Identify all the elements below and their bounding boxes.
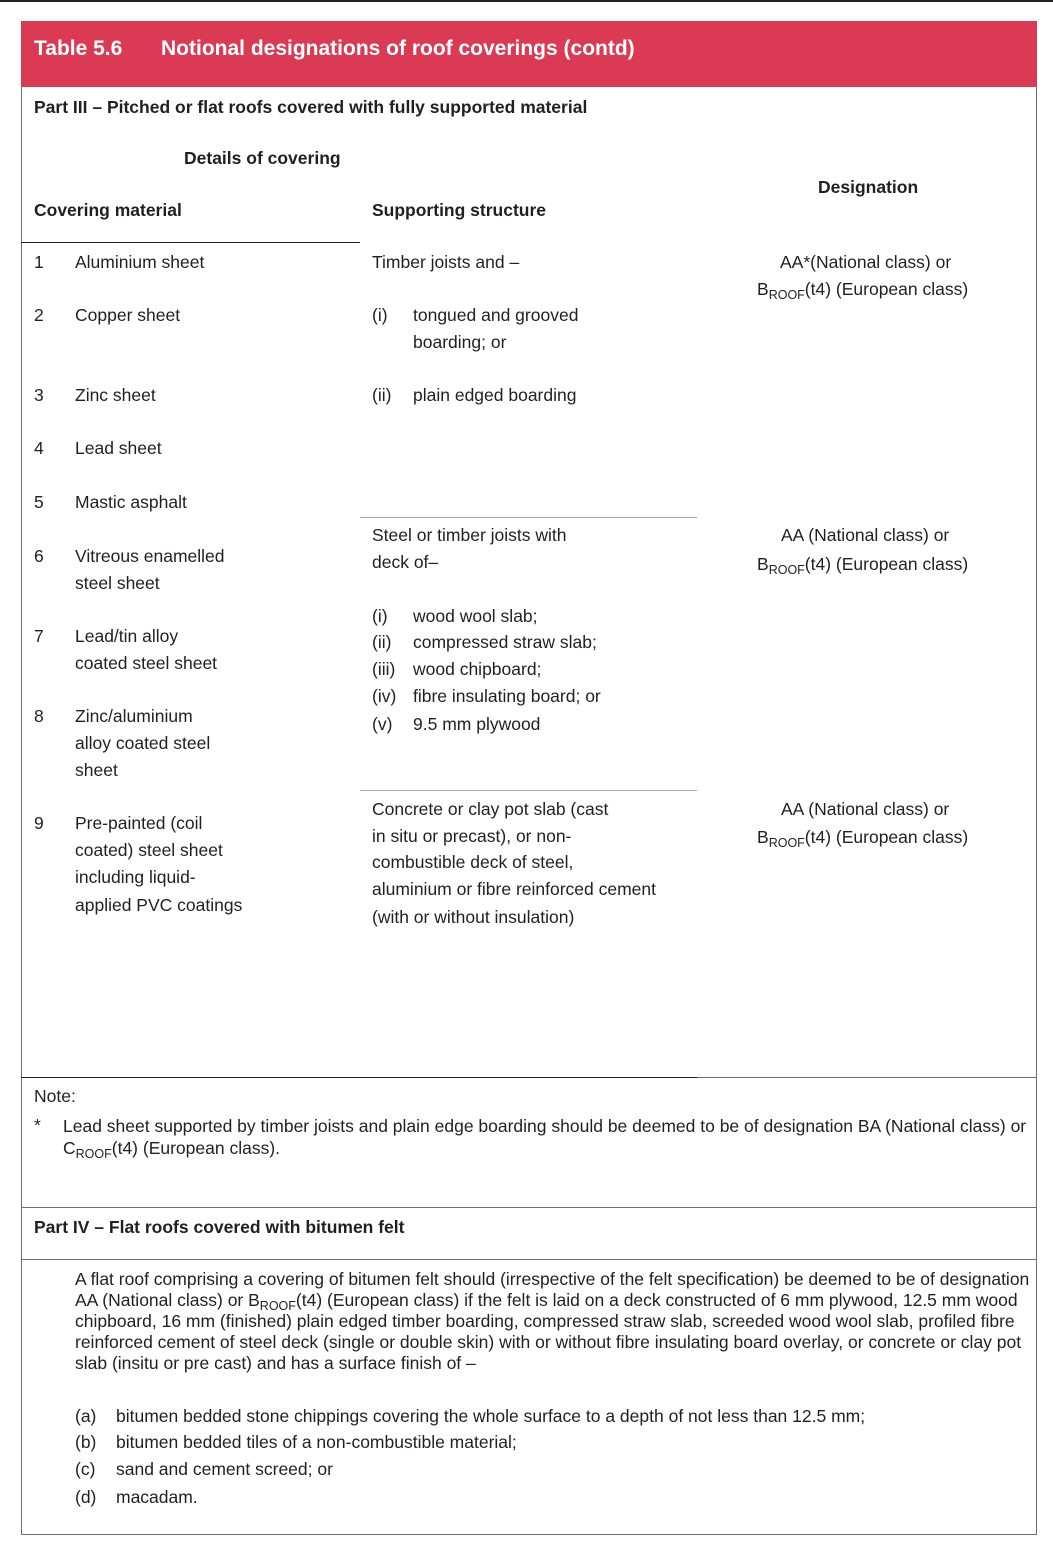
table-body-rule (697, 1077, 1037, 1078)
finish-text: macadam. (116, 1487, 198, 1507)
material-name: including liquid- (75, 867, 196, 887)
structure-option-label: (ii) (372, 385, 392, 405)
finish-text: bitumen bedded stone chippings covering the whole surface to a depth of not less than 12.5 mm; (116, 1406, 866, 1426)
structure-option-label: (iv) (372, 686, 397, 706)
structure-option-label: (ii) (372, 632, 392, 652)
material-name: coated steel sheet (75, 653, 218, 673)
material-name: coated) steel sheet (75, 840, 223, 860)
finish-label: (a) (75, 1406, 97, 1426)
structure-intro: aluminium or fibre reinforced cement (372, 879, 657, 899)
note-text: Lead sheet supported by timber joists and plain edge boarding should be deemed to be of designation BA (National class) or $C_{ROOF}(t4)$ (European class). (63, 1116, 1027, 1161)
table-number: Table 5.6 (34, 37, 123, 60)
part3-heading: Part III – Pitched or flat roofs covered with fully supported material (34, 97, 588, 117)
material-name: Vitreous enamelled (75, 546, 225, 566)
col-header-structure: Supporting structure (372, 200, 547, 220)
section-divider (21, 1207, 1037, 1208)
structure-option-label: (iii) (372, 659, 396, 679)
material-name: sheet (75, 760, 118, 780)
structure-intro: (with or without insulation) (372, 907, 575, 927)
finish-text: bitumen bedded tiles of a non-combustible material; (116, 1432, 517, 1452)
table-title: Notional designations of roof coverings (contd) (161, 37, 635, 60)
structure-intro: Steel or timber joists with (372, 525, 567, 545)
designation-national: AA (National class) or (781, 799, 950, 819)
part4-heading: Part IV – Flat roofs covered with bitumen felt (34, 1217, 405, 1237)
table-title-bar (21, 21, 1037, 87)
table-body-rule (21, 1077, 697, 1078)
structure-intro: Concrete or clay pot slab (cast (372, 799, 609, 819)
col-header-designation: Designation (818, 177, 919, 197)
note-label: Note: (34, 1086, 76, 1106)
structure-option-text: boarding; or (413, 332, 507, 352)
material-number: 3 (34, 385, 44, 405)
structure-option-label: (v) (372, 714, 393, 734)
material-name: Zinc/aluminium (75, 706, 193, 726)
material-name: Copper sheet (75, 305, 181, 325)
structure-option-text: wood chipboard; (413, 659, 542, 679)
structure-option-label: (i) (372, 305, 388, 325)
structure-option-text: fibre insulating board; or (413, 686, 601, 706)
col-header-material: Covering material (34, 200, 182, 220)
material-name: Aluminium sheet (75, 252, 205, 272)
structure-intro: combustible deck of steel, (372, 852, 574, 872)
structure-divider (360, 517, 697, 518)
designation-national: AA*(National class) or (780, 252, 952, 272)
structure-option-text: tongued and grooved (413, 305, 579, 325)
structure-option-text: compressed straw slab; (413, 632, 597, 652)
structure-intro: deck of– (372, 552, 439, 572)
structure-option-label: (i) (372, 606, 388, 626)
material-name: Lead/tin alloy (75, 626, 179, 646)
designation-european: $B_{ROOF}(t4)$ (European class) (757, 279, 969, 302)
structure-divider (360, 790, 697, 791)
top-rule (0, 0, 1053, 2)
material-name: applied PVC coatings (75, 895, 243, 915)
designation-european: $B_{ROOF}(t4)$ (European class) (757, 554, 969, 577)
material-name: steel sheet (75, 573, 160, 593)
material-name: alloy coated steel (75, 733, 211, 753)
material-name: Zinc sheet (75, 385, 156, 405)
finish-label: (d) (75, 1487, 97, 1507)
material-name: Mastic asphalt (75, 492, 187, 512)
structure-option-text: 9.5 mm plywood (413, 714, 541, 734)
finish-label: (c) (75, 1459, 96, 1479)
finish-text: sand and cement screed; or (116, 1459, 333, 1479)
material-number: 2 (34, 305, 44, 325)
material-name: Lead sheet (75, 438, 162, 458)
material-number: 1 (34, 252, 44, 272)
section-divider (21, 1259, 1037, 1260)
structure-option-text: wood wool slab; (413, 606, 538, 626)
header-rule (21, 242, 360, 243)
part4-paragraph: A flat roof comprising a covering of bitumen felt should (irrespective of the felt specification) be deemed to be of designation AA (National class) or $B_{ROOF}(t4)$ (European class) if the felt is laid on a deck constructed of 6 mm plywood, 12.5 mm wood chipboard, 16 mm (finished) plain edged timber boarding, compressed straw slab, screeded wood wool slab, profiled fibre reinforced cement of steel deck (single or double skin) with or without fibre insulating board overlay, or concrete or clay pot slab (insitu or pre cast) and has a surface finish of – (75, 1269, 1030, 1373)
details-heading: Details of covering (184, 148, 341, 168)
designation-european: $B_{ROOF}(t4)$ (European class) (757, 827, 969, 850)
material-number: 9 (34, 813, 44, 833)
material-number: 8 (34, 706, 44, 726)
material-number: 5 (34, 492, 44, 512)
material-name: Pre-painted (coil (75, 813, 203, 833)
designation-national: AA (National class) or (781, 525, 950, 545)
structure-intro: in situ or precast), or non- (372, 826, 572, 846)
structure-option-text: plain edged boarding (413, 385, 577, 405)
finish-label: (b) (75, 1432, 97, 1452)
material-number: 6 (34, 546, 44, 566)
structure-intro: Timber joists and – (372, 252, 520, 272)
material-number: 7 (34, 626, 44, 646)
note-star: * (34, 1115, 41, 1135)
material-number: 4 (34, 438, 44, 458)
